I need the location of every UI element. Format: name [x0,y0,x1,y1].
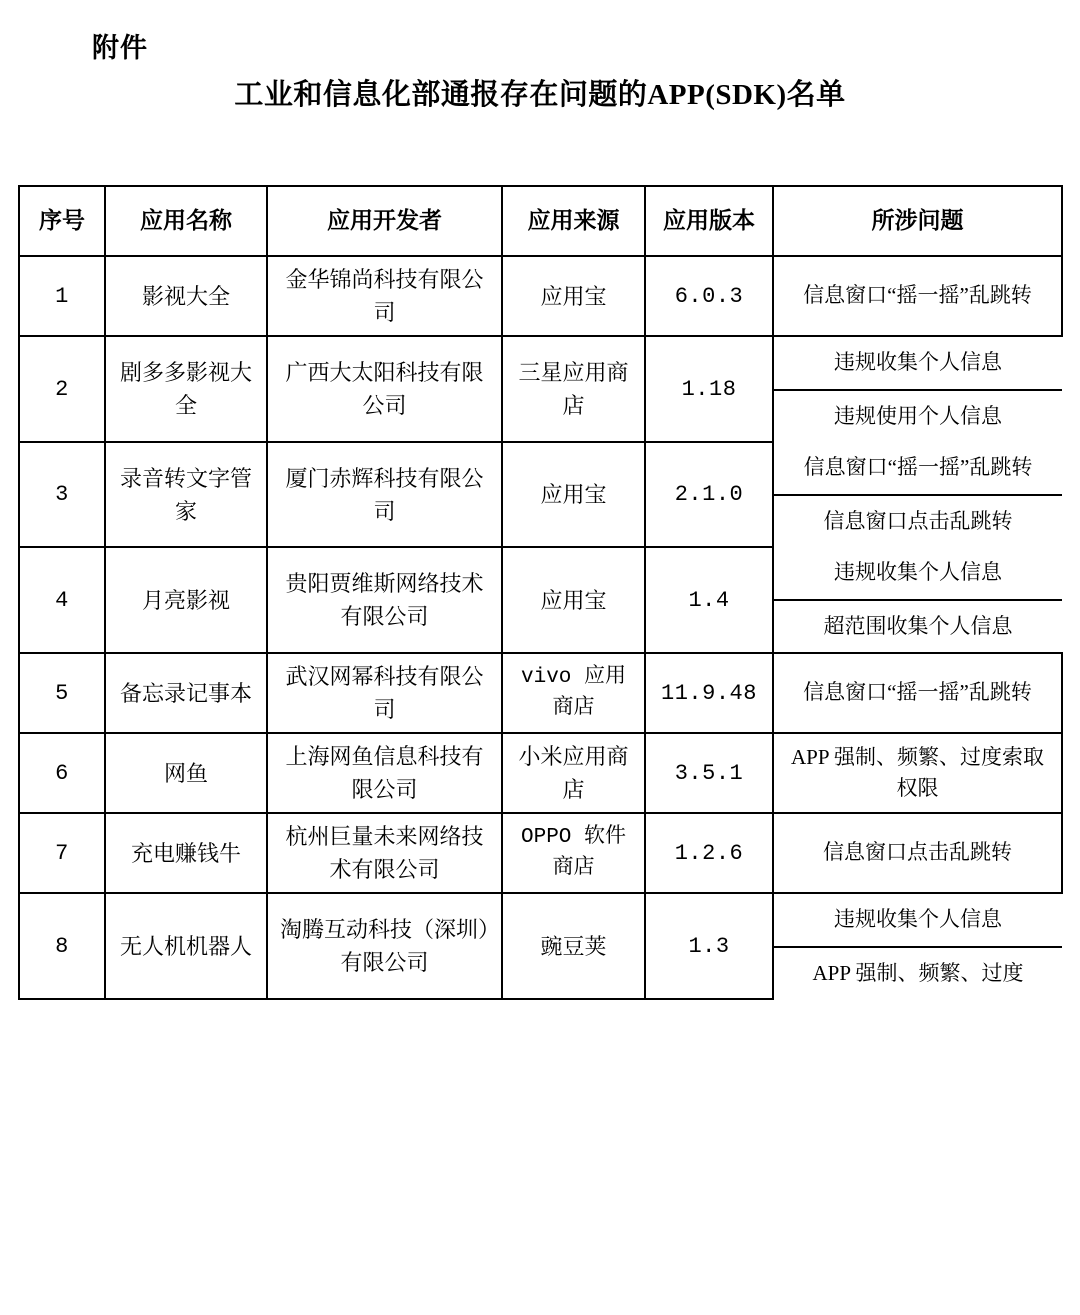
cell-no: 5 [19,653,105,733]
table-header-row [19,186,1062,256]
cell-version: 1.4 [645,547,773,653]
cell-issue: APP 强制、频繁、过度 [812,960,1024,985]
cell-developer: 广西大太阳科技有限公司 [267,336,502,442]
cell-name: 月亮影视 [105,547,267,653]
cell-no: 4 [19,547,105,653]
cell-source: vivo 应用商店 [502,653,645,733]
table-row [19,813,1062,893]
cell-issue-group [773,442,1062,547]
cell-version: 6.0.3 [645,256,773,336]
cell-issue-group [773,547,1062,653]
cell-name: 录音转文字管家 [105,442,267,547]
cell-no: 2 [19,336,105,442]
cell-name: 备忘录记事本 [105,653,267,733]
attachment-label: 附件 [92,33,148,63]
cell-developer: 武汉网幂科技有限公司 [267,653,502,733]
table-row [19,442,1062,547]
cell-name: 充电赚钱牛 [105,813,267,893]
cell-issue: 信息窗口“摇一摇”乱跳转 [773,256,1062,336]
cell-no: 6 [19,733,105,813]
cell-issue: 信息窗口“摇一摇”乱跳转 [773,653,1062,733]
cell-source: 应用宝 [502,442,645,547]
cell-source: 应用宝 [502,256,645,336]
cell-issue: 超范围收集个人信息 [823,613,1013,638]
table-row [19,893,1062,999]
cell-no: 8 [19,893,105,999]
cell-version: 3.5.1 [645,733,773,813]
cell-issue: 违规使用个人信息 [834,403,1002,428]
cell-issue: 违规收集个人信息 [774,547,1062,600]
cell-name: 剧多多影视大全 [105,336,267,442]
cell-name: 影视大全 [105,256,267,336]
cell-version: 1.3 [645,893,773,999]
cell-version: 11.9.48 [645,653,773,733]
table-row [19,336,1062,442]
cell-issue-group [773,893,1062,999]
cell-source: 应用宝 [502,547,645,653]
cell-issue: 信息窗口点击乱跳转 [773,813,1062,893]
table-row [19,653,1062,733]
cell-issue: 信息窗口点击乱跳转 [823,508,1013,533]
cell-name: 无人机机器人 [105,893,267,999]
cell-source: 豌豆荚 [502,893,645,999]
cell-no: 3 [19,442,105,547]
cell-name: 网鱼 [105,733,267,813]
cell-source: 三星应用商店 [502,336,645,442]
cell-source: 小米应用商店 [502,733,645,813]
cell-developer: 金华锦尚科技有限公司 [267,256,502,336]
cell-no: 7 [19,813,105,893]
cell-developer: 淘腾互动科技（深圳）有限公司 [267,893,502,999]
page-title: 工业和信息化部通报存在问题的APP(SDK)名单 [234,79,846,111]
header-no: 序号 [19,186,105,256]
cell-version: 2.1.0 [645,442,773,547]
cell-issue-group [773,336,1062,442]
header-source: 应用来源 [502,186,645,256]
header-version: 应用版本 [645,186,773,256]
cell-issue: 违规收集个人信息 [774,337,1062,390]
cell-developer: 贵阳贾维斯网络技术有限公司 [267,547,502,653]
app-list-table [18,185,1063,1000]
table-row [19,733,1062,813]
cell-issue: APP 强制、频繁、过度索取权限 [773,733,1062,813]
cell-no: 1 [19,256,105,336]
table-row [19,256,1062,336]
cell-issue: 违规收集个人信息 [774,894,1062,947]
table-row [19,547,1062,653]
cell-version: 1.2.6 [645,813,773,893]
cell-source: OPPO 软件商店 [502,813,645,893]
cell-developer: 厦门赤辉科技有限公司 [267,442,502,547]
cell-version: 1.18 [645,336,773,442]
header-name: 应用名称 [105,186,267,256]
header-issue: 所涉问题 [773,186,1062,256]
cell-developer: 上海网鱼信息科技有限公司 [267,733,502,813]
header-developer: 应用开发者 [267,186,502,256]
cell-developer: 杭州巨量未来网络技术有限公司 [267,813,502,893]
cell-issue: 信息窗口“摇一摇”乱跳转 [774,442,1062,495]
